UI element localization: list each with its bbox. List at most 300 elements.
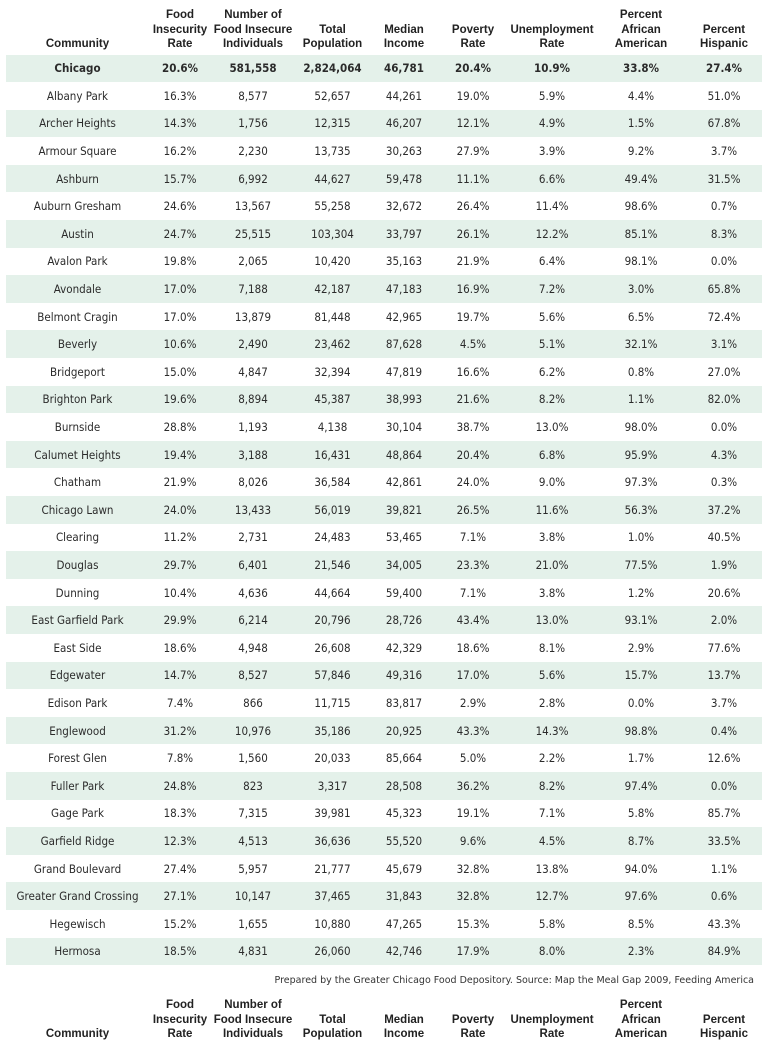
table-row	[6, 82, 762, 110]
table-cell: 7.4%	[149, 689, 211, 717]
table-row	[6, 441, 762, 469]
table-cell: 11.6%	[508, 496, 596, 524]
table-cell: 21.6%	[438, 386, 508, 414]
table-cell: 10,976	[211, 717, 295, 745]
column-header-line: Percent	[619, 999, 663, 1011]
table-row	[6, 496, 762, 524]
table-cell: 2.0%	[686, 606, 762, 634]
table-cell: 27.4%	[149, 855, 211, 883]
table-cell: 21,546	[295, 551, 370, 579]
table-cell: Clearing	[6, 524, 149, 552]
table-cell: 48,864	[370, 441, 438, 469]
table-row	[6, 386, 762, 414]
table-cell: 8.7%	[596, 827, 686, 855]
table-cell: 7.8%	[149, 744, 211, 772]
table-cell: 55,520	[370, 827, 438, 855]
table-cell: 3.7%	[686, 137, 762, 165]
table-cell: Englewood	[6, 717, 149, 745]
table-row	[6, 938, 762, 966]
table-cell: 32,394	[295, 358, 370, 386]
table-cell: 2.2%	[508, 744, 596, 772]
table-cell: 42,746	[370, 938, 438, 966]
table-row	[6, 303, 762, 331]
table-row	[6, 579, 762, 607]
table-cell: 8.3%	[686, 220, 762, 248]
table-cell: 87,628	[370, 330, 438, 358]
table-cell: 72.4%	[686, 303, 762, 331]
table-cell: 42,965	[370, 303, 438, 331]
table-row	[6, 413, 762, 441]
table-cell: 3,317	[295, 772, 370, 800]
column-header-line: Income	[383, 1028, 425, 1040]
table-cell: 85.1%	[596, 220, 686, 248]
table-cell: 13,879	[211, 303, 295, 331]
table-cell: 11.1%	[438, 165, 508, 193]
table-cell: 13.7%	[686, 662, 762, 690]
column-header	[370, 8, 438, 55]
table-row	[6, 192, 762, 220]
table-cell: 20.6%	[686, 579, 762, 607]
table-row	[6, 910, 762, 938]
table-cell: 1,193	[211, 413, 295, 441]
table-cell: 30,263	[370, 137, 438, 165]
table-row	[6, 662, 762, 690]
column-header-line: Individuals	[222, 38, 284, 50]
table-cell: 12.6%	[686, 744, 762, 772]
table-row	[6, 800, 762, 828]
table-cell: Beverly	[6, 330, 149, 358]
table-cell: 24.6%	[149, 192, 211, 220]
table-cell: 2.9%	[596, 634, 686, 662]
table-cell: 26.4%	[438, 192, 508, 220]
table-cell: 10.9%	[508, 55, 596, 83]
table-cell: 16.2%	[149, 137, 211, 165]
table-row	[6, 882, 762, 910]
table-cell: 7.2%	[508, 275, 596, 303]
table-cell: 51.0%	[686, 82, 762, 110]
table-cell: 6,401	[211, 551, 295, 579]
table-cell: Auburn Gresham	[6, 192, 149, 220]
column-header-line: American	[614, 38, 668, 50]
table-cell: 27.1%	[149, 882, 211, 910]
table-row	[6, 110, 762, 138]
table-cell: 3.8%	[508, 579, 596, 607]
table-cell: 20,796	[295, 606, 370, 634]
column-header-line: Rate	[539, 38, 565, 50]
table-cell: 0.6%	[686, 882, 762, 910]
table-cell: 97.4%	[596, 772, 686, 800]
continued-table-header	[6, 998, 762, 1045]
table-cell: 20,033	[295, 744, 370, 772]
table-cell: 1.2%	[596, 579, 686, 607]
table-cell: 65.8%	[686, 275, 762, 303]
table-cell: 49,316	[370, 662, 438, 690]
table-cell: 7.1%	[438, 579, 508, 607]
table-cell: 4.5%	[438, 330, 508, 358]
table-cell: Austin	[6, 220, 149, 248]
table-row	[6, 551, 762, 579]
table-header-row	[6, 8, 762, 55]
column-header	[6, 8, 149, 55]
table-cell: 97.6%	[596, 882, 686, 910]
table-cell: 33.5%	[686, 827, 762, 855]
table-cell: 57,846	[295, 662, 370, 690]
table-cell: 12,315	[295, 110, 370, 138]
table-cell: 27.4%	[686, 55, 762, 83]
table-cell: 28,508	[370, 772, 438, 800]
table-row	[6, 827, 762, 855]
table-cell: Fuller Park	[6, 772, 149, 800]
table-cell: 30,104	[370, 413, 438, 441]
table-cell: 23,462	[295, 330, 370, 358]
table-cell: 37,465	[295, 882, 370, 910]
table-cell: 2,824,064	[295, 55, 370, 83]
table-row	[6, 717, 762, 745]
table-cell: 5,957	[211, 855, 295, 883]
table-cell: 3.7%	[686, 689, 762, 717]
column-header-line: Percent	[702, 23, 746, 36]
column-header-line: Percent	[619, 9, 663, 21]
table-cell: 35,186	[295, 717, 370, 745]
table-cell: 15.0%	[149, 358, 211, 386]
table-cell: 5.8%	[508, 910, 596, 938]
table-cell: 1.1%	[596, 386, 686, 414]
column-header-line: Total	[319, 1013, 346, 1026]
table-cell: 1.5%	[596, 110, 686, 138]
table-cell: 3.9%	[508, 137, 596, 165]
table-cell: 3.0%	[596, 275, 686, 303]
table-cell: 36.2%	[438, 772, 508, 800]
table-cell: 24,483	[295, 524, 370, 552]
table-cell: 44,627	[295, 165, 370, 193]
table-cell: 67.8%	[686, 110, 762, 138]
source-note: Prepared by the Greater Chicago Food Depository. Source: Map the Meal Gap 2009, Feeding America	[274, 975, 754, 986]
table-cell: 47,265	[370, 910, 438, 938]
table-cell: 26.1%	[438, 220, 508, 248]
table-cell: Gage Park	[6, 800, 149, 828]
table-cell: Avondale	[6, 275, 149, 303]
table-row	[6, 524, 762, 552]
column-header-line: Rate	[460, 1028, 486, 1040]
table-cell: 59,478	[370, 165, 438, 193]
table-cell: 53,465	[370, 524, 438, 552]
table-cell: 823	[211, 772, 295, 800]
column-header-line: Income	[383, 38, 425, 50]
table-cell: 7,188	[211, 275, 295, 303]
table-cell: Chatham	[6, 468, 149, 496]
table-cell: Ashburn	[6, 165, 149, 193]
table-row	[6, 165, 762, 193]
table-cell: 21.0%	[508, 551, 596, 579]
table-cell: 32,672	[370, 192, 438, 220]
table-cell: Greater Grand Crossing	[6, 882, 149, 910]
table-cell: 6.6%	[508, 165, 596, 193]
table-cell: 10.4%	[149, 579, 211, 607]
table-cell: 27.9%	[438, 137, 508, 165]
column-header	[686, 8, 762, 55]
table-cell: 14.3%	[508, 717, 596, 745]
table-cell: 52,657	[295, 82, 370, 110]
table-cell: 28.8%	[149, 413, 211, 441]
column-header-line: Rate	[539, 1028, 565, 1040]
table-cell: Hermosa	[6, 938, 149, 966]
table-cell: Douglas	[6, 551, 149, 579]
table-cell: 15.7%	[596, 662, 686, 690]
table-cell: 32.8%	[438, 855, 508, 883]
table-cell: 0.0%	[596, 689, 686, 717]
table-cell: 95.9%	[596, 441, 686, 469]
table-cell: 29.9%	[149, 606, 211, 634]
table-cell: 19.0%	[438, 82, 508, 110]
column-header-line: African	[621, 23, 661, 36]
table-cell: 82.0%	[686, 386, 762, 414]
table-cell: 45,323	[370, 800, 438, 828]
table-cell: 5.9%	[508, 82, 596, 110]
table-cell: 43.4%	[438, 606, 508, 634]
table-cell: 9.6%	[438, 827, 508, 855]
table-cell: 20.6%	[149, 55, 211, 83]
table-cell: 24.7%	[149, 220, 211, 248]
column-header-line: Insecurity	[152, 1013, 208, 1026]
table-cell: 84.9%	[686, 938, 762, 966]
table-row	[6, 330, 762, 358]
table-cell: 32.1%	[596, 330, 686, 358]
table-cell: 8.2%	[508, 772, 596, 800]
table-cell: 1.0%	[596, 524, 686, 552]
column-header	[596, 8, 686, 55]
table-cell: 44,261	[370, 82, 438, 110]
table-row	[6, 358, 762, 386]
table-cell: 59,400	[370, 579, 438, 607]
table-cell: Edgewater	[6, 662, 149, 690]
table-cell: 19.6%	[149, 386, 211, 414]
column-header-line: Community	[45, 38, 110, 50]
table-cell: 19.7%	[438, 303, 508, 331]
table-cell: 37.2%	[686, 496, 762, 524]
table-cell: Brighton Park	[6, 386, 149, 414]
column-header-line: Individuals	[222, 1028, 284, 1040]
table-cell: 81,448	[295, 303, 370, 331]
table-row	[6, 689, 762, 717]
table-row	[6, 275, 762, 303]
table-cell: Burnside	[6, 413, 149, 441]
table-cell: 15.2%	[149, 910, 211, 938]
table-cell: 18.6%	[438, 634, 508, 662]
table-cell: 42,861	[370, 468, 438, 496]
table-cell: 17.0%	[149, 275, 211, 303]
table-cell: 31.5%	[686, 165, 762, 193]
community-food-insecurity-table	[6, 8, 762, 965]
table-cell: 29.7%	[149, 551, 211, 579]
table-cell: 33.8%	[596, 55, 686, 83]
table-cell: 18.3%	[149, 800, 211, 828]
table-cell: 0.0%	[686, 772, 762, 800]
table-cell: 1,560	[211, 744, 295, 772]
table-cell: 16.9%	[438, 275, 508, 303]
table-cell: 26.5%	[438, 496, 508, 524]
table-cell: 28,726	[370, 606, 438, 634]
table-cell: 14.3%	[149, 110, 211, 138]
table-cell: 20.4%	[438, 441, 508, 469]
table-cell: Garfield Ridge	[6, 827, 149, 855]
table-cell: 7.1%	[438, 524, 508, 552]
table-cell: 27.0%	[686, 358, 762, 386]
table-cell: 36,584	[295, 468, 370, 496]
table-cell: Albany Park	[6, 82, 149, 110]
table-cell: 12.3%	[149, 827, 211, 855]
table-cell: 18.5%	[149, 938, 211, 966]
table-cell: 2,230	[211, 137, 295, 165]
table-row	[6, 606, 762, 634]
table-cell: 42,329	[370, 634, 438, 662]
table-row	[6, 772, 762, 800]
table-cell: 1.1%	[686, 855, 762, 883]
table-cell: Bridgeport	[6, 358, 149, 386]
table-cell: 85.7%	[686, 800, 762, 828]
table-cell: 19.8%	[149, 248, 211, 276]
table-cell: Grand Boulevard	[6, 855, 149, 883]
table-cell: 56.3%	[596, 496, 686, 524]
table-cell: 8.5%	[596, 910, 686, 938]
table-cell: 19.1%	[438, 800, 508, 828]
column-header-line: Poverty	[451, 23, 495, 36]
column-header-line: African	[621, 1013, 661, 1026]
column-header-line: Population	[302, 1028, 363, 1040]
table-cell: 38.7%	[438, 413, 508, 441]
column-header	[508, 998, 596, 1045]
table-cell: 94.0%	[596, 855, 686, 883]
table-cell: 98.6%	[596, 192, 686, 220]
table-row	[6, 468, 762, 496]
table-cell: Chicago Lawn	[6, 496, 149, 524]
column-header	[295, 8, 370, 55]
table-cell: 43.3%	[438, 717, 508, 745]
table-cell: 16,431	[295, 441, 370, 469]
column-header-line: American	[614, 1028, 668, 1040]
table-cell: East Side	[6, 634, 149, 662]
table-cell: 98.8%	[596, 717, 686, 745]
table-cell: 5.0%	[438, 744, 508, 772]
table-cell: 4.3%	[686, 441, 762, 469]
table-cell: 1,655	[211, 910, 295, 938]
column-header-line: Rate	[460, 38, 486, 50]
table-cell: 31,843	[370, 882, 438, 910]
column-header-line: Rate	[167, 1028, 193, 1040]
table-cell: 8,026	[211, 468, 295, 496]
table-cell: 4,513	[211, 827, 295, 855]
table-row	[6, 744, 762, 772]
table-cell: 21.9%	[438, 248, 508, 276]
table-cell: 77.5%	[596, 551, 686, 579]
table-cell: 8.2%	[508, 386, 596, 414]
column-header-line: Community	[45, 1028, 110, 1040]
table-cell: 12.7%	[508, 882, 596, 910]
column-header-line: Population	[302, 38, 363, 50]
table-cell: 4,138	[295, 413, 370, 441]
table-cell: 8.0%	[508, 938, 596, 966]
table-cell: 13,735	[295, 137, 370, 165]
table-cell: 6,992	[211, 165, 295, 193]
table-cell: 12.2%	[508, 220, 596, 248]
column-header-line: Number of	[224, 9, 282, 21]
table-cell: 36,636	[295, 827, 370, 855]
table-cell: 4,831	[211, 938, 295, 966]
column-header	[596, 998, 686, 1045]
table-cell: 19.4%	[149, 441, 211, 469]
table-cell: 4,636	[211, 579, 295, 607]
table-cell: 12.1%	[438, 110, 508, 138]
table-row	[6, 137, 762, 165]
column-header-line: Food	[165, 999, 195, 1011]
column-header-line: Unemployment	[510, 1013, 594, 1026]
table-cell: 98.0%	[596, 413, 686, 441]
table-cell: 3.8%	[508, 524, 596, 552]
table-cell: 39,981	[295, 800, 370, 828]
table-cell: 1.7%	[596, 744, 686, 772]
table-cell: 0.0%	[686, 248, 762, 276]
column-header	[438, 998, 508, 1045]
table-cell: 21,777	[295, 855, 370, 883]
column-header-line: Hispanic	[700, 38, 748, 50]
table-cell: Edison Park	[6, 689, 149, 717]
table-cell: 18.6%	[149, 634, 211, 662]
table-cell: 45,679	[370, 855, 438, 883]
table-cell: 15.7%	[149, 165, 211, 193]
table-cell: 2,490	[211, 330, 295, 358]
table-cell: 44,664	[295, 579, 370, 607]
table-cell: 25,515	[211, 220, 295, 248]
column-header	[438, 8, 508, 55]
table-cell: 2,731	[211, 524, 295, 552]
table-cell: 13,433	[211, 496, 295, 524]
column-header-line: Percent	[702, 1013, 746, 1026]
column-header-line: Insecurity	[152, 23, 208, 36]
table-cell: 4,948	[211, 634, 295, 662]
column-header	[149, 998, 211, 1045]
table-cell: 10,880	[295, 910, 370, 938]
table-cell: Archer Heights	[6, 110, 149, 138]
column-header-line: Median	[384, 1013, 424, 1026]
table-cell: 32.8%	[438, 882, 508, 910]
table-cell: East Garfield Park	[6, 606, 149, 634]
table-cell: 0.4%	[686, 717, 762, 745]
table-cell: 0.0%	[686, 413, 762, 441]
column-header	[370, 998, 438, 1045]
table-cell: Calumet Heights	[6, 441, 149, 469]
table-cell: 23.3%	[438, 551, 508, 579]
table-cell: 47,819	[370, 358, 438, 386]
table-cell: 17.0%	[149, 303, 211, 331]
table-cell: 26,060	[295, 938, 370, 966]
table-cell: 85,664	[370, 744, 438, 772]
table-cell: 49.4%	[596, 165, 686, 193]
table-cell: 866	[211, 689, 295, 717]
table-cell: 20.4%	[438, 55, 508, 83]
table-cell: 46,781	[370, 55, 438, 83]
table-row	[6, 248, 762, 276]
table-cell: Forest Glen	[6, 744, 149, 772]
table-cell: Hegewisch	[6, 910, 149, 938]
column-header	[211, 8, 295, 55]
table-cell: 6,214	[211, 606, 295, 634]
table-cell: 8,894	[211, 386, 295, 414]
table-cell: 35,163	[370, 248, 438, 276]
table-row	[6, 855, 762, 883]
table-cell: 40.5%	[686, 524, 762, 552]
table-cell: 17.9%	[438, 938, 508, 966]
table-cell: 31.2%	[149, 717, 211, 745]
table-cell: 5.1%	[508, 330, 596, 358]
